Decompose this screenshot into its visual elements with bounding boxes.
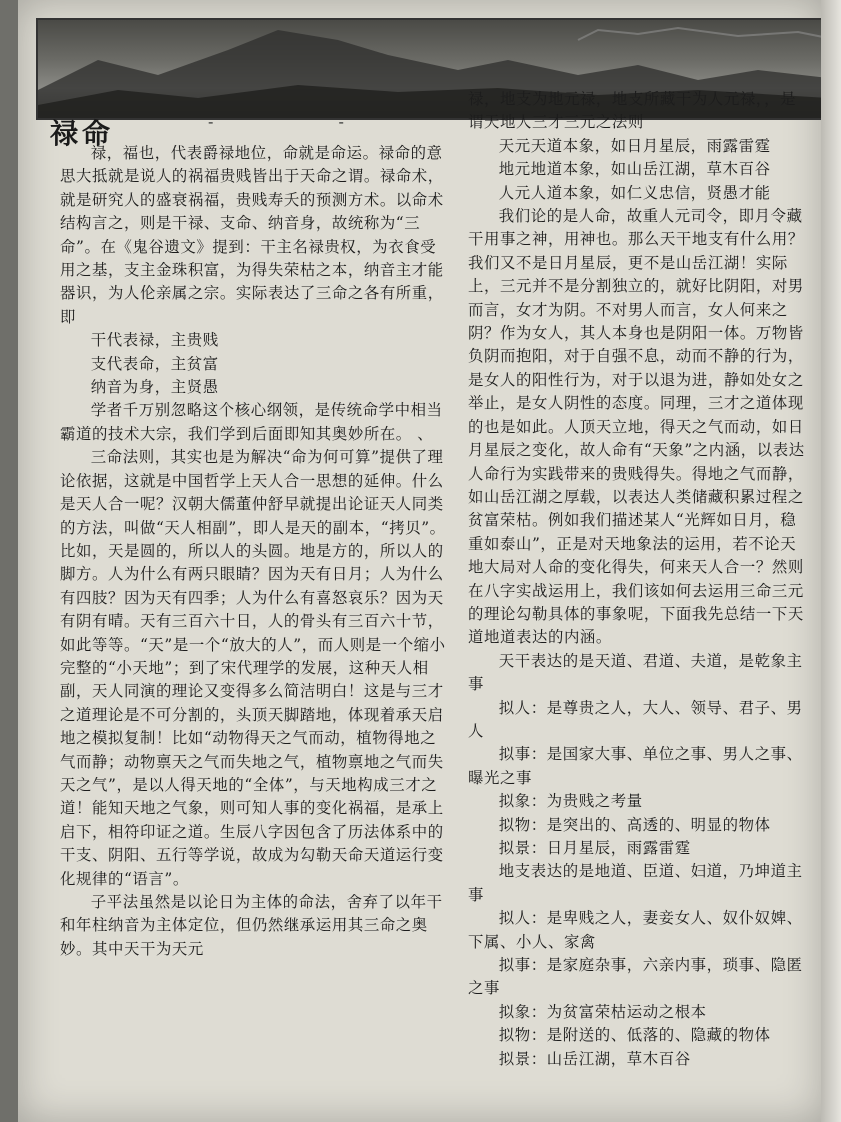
paragraph: 纳音为身，主贤愚 [90,378,219,397]
paragraph: 地元地道本象，如山岳江湖，草木百谷 [498,160,771,179]
article-title: 禄命 [50,117,115,150]
paragraph: 天干表达的是天道、君道、夫道，是乾象主事 [468,651,803,694]
paragraph: 拟事：是国家大事、单位之事、男人之事、曝光之事 [468,745,803,787]
paragraph: 拟景：日月星辰，雨露雷霆 [498,839,691,857]
paragraph: 拟物：是附送的、低落的、隐藏的物体 [498,1026,771,1045]
paragraph: 子平法虽然是以论日为主体的命法，舍弃了以年干和年柱纳音为主体定位，但仍然继承运用其三命之奥妙。其中天干为天元 [60,893,443,958]
paragraph: 支代表命，主贫富 [90,354,219,373]
paragraph: 禄，地支为地元禄，地支所藏干为人元禄，，是谓天地人三才三元之法则 [468,90,797,132]
paragraph: 学者千万别忽略这个核心纲领，是传统命学中相当霸道的技术大宗，我们学到后面即知其奥妙所在。 、 [60,401,443,443]
paragraph: 天元天道本象，如日月星辰，雨露雷霆 [498,136,771,155]
paragraph: 拟景：山岳江湖，草木百谷 [498,1049,691,1068]
paragraph: 拟象：为贫富荣枯运动之根本 [498,1002,707,1021]
paragraph: 我们论的是人命，故重人元司令，即月令藏干用事之神，用神也。那么天干地支有什么用？我们又不是日月星辰，更不是山岳江湖！实际上，三元并不是分割独立的，就好比阴阳，对男而言，女才为阴。不对男人而言，女人何来之阴？作为女人，其人本身也是阴阳一体。万物皆负阴而抱阳，对于自强不息，动而不静的行为，是女人的阳性行为，对于以退为进，静如处女之举止，是女人阴性的态度。同理，三才之道体现的也是如此。人顶天立地，得天之气而动，如日月星辰之变化，故人命有“天象”之内涵，以表达人命行为实践带来的贵贱得失。得地之气而静，如山岳江湖之厚载，以表达人类储藏积累过程之贫富荣枯。例如我们描述某人“光辉如日月，稳重如泰山”，正是对天地象法的运用，若不论天地大局对人命的变化得失，何来天人合一？然则在八字实战运用上，我们该如何去运用三命三元的理论勾勒具体的事象呢，下面我先总结一下天道地道表达的内涵。 [468,207,805,647]
paragraph: 干代表禄，主贵贱 [90,331,219,350]
paragraph: 禄，福也，代表爵禄地位，命就是命运。禄命的意思大抵就是说人的祸福贵贱皆出于天命之谓。禄命术，就是研究人的盛衰祸福，贵贱寿夭的预测方术。以命术结构言之，则是干禄、支命、纳音身，故统称为“三命”。在《鬼谷遗文》提到：干主名禄贵权，为衣食受用之基，支主金珠积富，为得失荣枯之本，纳音主才能器识，为人伦亲属之宗。实际表达了三命之各有所重，即 [60,144,444,326]
left-text-column [60,142,452,961]
paragraph: 拟人：是尊贵之人，大人、领导、君子、男人 [468,698,803,740]
title-marks: - - [208,112,404,131]
next-page-edge [821,0,841,1122]
paragraph: 地支表达的是地道、臣道、妇道，乃坤道主事 [468,862,803,904]
book-page [18,0,824,1122]
paragraph: 三命法则，其实也是为解决“命为何可算”提供了理论依据，这就是中国哲学上天人合一思想的延伸。什么是天人合一呢？汉朝大儒董仲舒早就提出论证天人同类的方法，叫做“天人相副”，即人是天的副本，“拷贝”。比如，天是圆的，所以人的头圆。地是方的，所以人的脚方。人为什么有两只眼睛？因为天有日月；人为什么有四肢？因为天有四季；人为什么有喜怒哀乐？因为天有阴有晴。天有三百六十日，人的骨头有三百六十节，如此等等。“天”是一个“放大的人”，而人则是一个缩小完整的“小天地”；到了宋代理学的发展，这种天人相副，天人同演的理论又变得多么简洁明白！这是与三才之道理论是不可分割的，头顶天脚踏地，体现着承天启地之模拟复制！比如“动物得天之气而动，植物得地之气而静；动物禀天之气而失地之气，植物禀地之气而失天之气”，是以人得天地的“全体”，与天地构成三才之道！能知天地之气象，则可知人事的变化祸福，是承上启下，相符印证之道。生辰八字因包含了历法体系中的干支、阴阳、五行等学说，故成为勾勒天命天道运行变化规律的“语言”。 [60,448,446,888]
right-text-column [468,88,808,1071]
paragraph: 拟象：为贵贱之考量 [498,792,643,811]
paragraph: 拟事：是家庭杂事，六亲内事，琐事、隐匿之事 [468,956,803,998]
paragraph: 人元人道本象，如仁义忠信，贤愚才能 [498,183,771,202]
paragraph: 拟物：是突出的、高透的、明显的物体 [498,815,771,834]
paragraph: 拟人：是卑贱之人，妻妾女人、奴仆奴婢、下属、小人、家禽 [468,909,803,951]
